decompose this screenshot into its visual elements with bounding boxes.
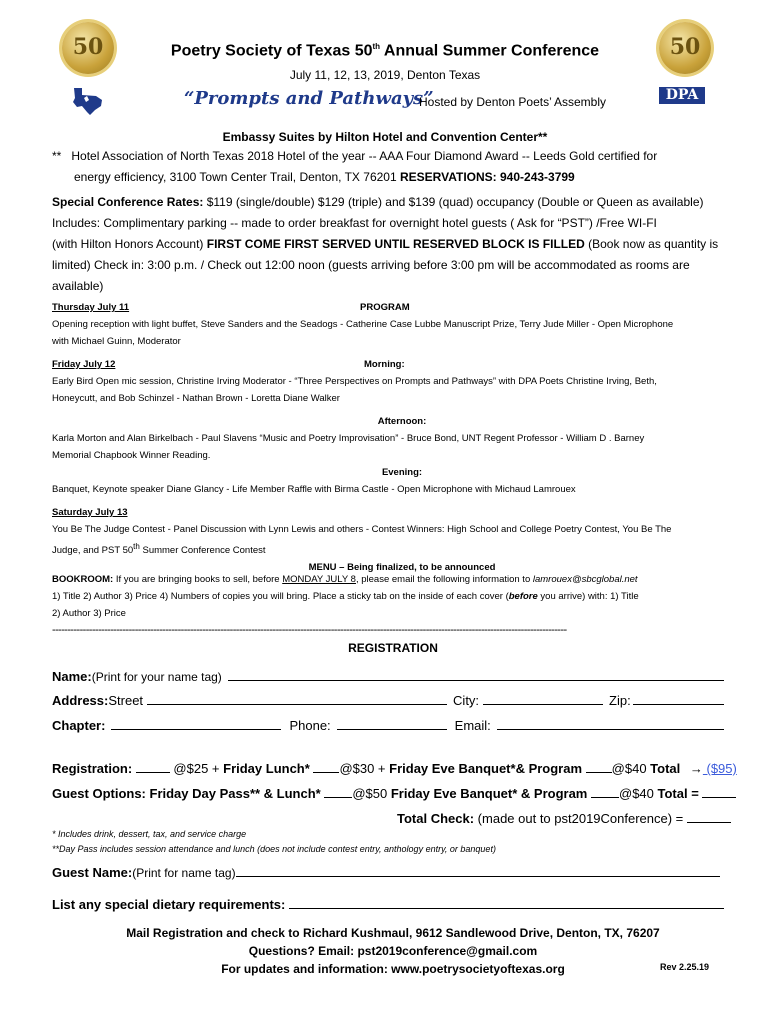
guest-total-field[interactable] (702, 785, 736, 798)
registration-row: Registration: @$25 + Friday Lunch* @$30 + Friday Eve Banquet*& Program @$40 Total → ($95) (52, 761, 737, 776)
arrow-right-icon: → (689, 761, 703, 776)
bookroom-email[interactable]: lamrouex@sbcglobal.net (532, 574, 638, 585)
dietary-row: List any special dietary requirements: (52, 896, 724, 912)
conference-theme: “Prompts and Pathways” (184, 88, 434, 109)
chapter-field[interactable] (111, 717, 281, 730)
program-section: Thursday July 11 PROGRAM Opening reception with light buffet, Steve Sanders and the Seadogs - Catherine Case Lubbe Manuscript Prize, Terry Jude Miller - Open Microphone with Michael Guinn, Moderator Friday July 12 Morning: Early Bird Open mic session, Christine Irving Moderator - “Three Perspectives on Prompts and Pathways” with DPA Poets Christine Irving, Beth, Honeycutt, and Bob Schinzel - Nathan Brown - Loretta Diane Walker Afternoon: Karla Morton and Alan Birkelbach - Paul Slavens “Music and Poetry Improvisation” - Bruce Bond, UNT Regent Professor - William D . Barney Memorial Chapbook Winner Reading. Evening: Banquet, Keynote speaker Diane Glancy - Life Member Raffle with Birma Castle - Open Microphone with Michaud Lamrouex Saturday July 13 You Be The Judge Contest - Panel Discussion with Lynn Lewis and others - Contest Winners: High School and College Poetry Contest, You Be The Judge, and PST 50th Summer Conference Contest MENU – Being finalized, to be announced (52, 299, 752, 576)
revision-label: Rev 2.25.19 (660, 962, 710, 972)
hosted-by: Hosted by Denton Poets’ Assembly (419, 95, 606, 109)
dpa-logo: DPA (659, 87, 705, 104)
evening-heading: Evening: (381, 467, 423, 478)
lunch-qty-field[interactable] (313, 760, 339, 773)
address-row: Address: Street City: Zip: (52, 692, 724, 708)
street-field[interactable] (147, 692, 447, 705)
guest-banquet-qty-field[interactable] (591, 785, 619, 798)
friday-heading: Friday July 12 (52, 359, 116, 370)
dietary-field[interactable] (289, 896, 724, 909)
email-field[interactable] (497, 717, 724, 730)
city-field[interactable] (483, 692, 603, 705)
menu-note: MENU – Being finalized, to be announced (308, 562, 496, 574)
bookroom-section: BOOKROOM: If you are bringing books to sell, before MONDAY JULY 8, please email the following information to lamrouex@sbcglobal.net 1) Title 2) Author 3) Price 4) Numbers of copies you will bring. Place a sticky tab on the inside of each cover (before you arrive) with: 1) Title 2) Author 3) Price (52, 574, 639, 619)
saturday-heading: Saturday July 13 (52, 507, 128, 518)
conference-dates: July 11, 12, 13, 2019, Denton Texas (289, 68, 481, 82)
name-field[interactable] (228, 668, 724, 681)
total-check-field[interactable] (687, 810, 731, 823)
guest-name-row: Guest Name: (Print for name tag) (52, 864, 720, 880)
program-qty-field[interactable] (586, 760, 612, 773)
page-title: Poetry Society of Texas 50th Annual Summer Conference (170, 42, 600, 60)
hotel-note: ** Hotel Association of North Texas 2018 Hotel of the year -- AAA Four Diamond Award -- Leeds Gold certified for energy efficiency, 3100 Town Center Trail, Denton, TX 76201 RESERVATIONS: 940-243-3799 (52, 149, 658, 184)
program-heading: PROGRAM (360, 302, 410, 313)
guest-pass-qty-field[interactable] (324, 785, 352, 798)
total-check-row: Total Check: (made out to pst2019Conference) = (397, 810, 731, 826)
rates-section: Special Conference Rates: $119 (single/double) $129 (triple) and $139 (quad) occupancy (Double or Queen as available) Includes: Complimentary parking -- made to order breakfast for overnight hotel guests ( Ask for “PST”) /Free WI-FI (with Hilton Honors Account) FIRST COME FIRST SERVED UNTIL RESERVED BLOCK IS FILLED (Book now as quantity is limited) Check in: 3:00 p.m. / Check out 12:00 noon (guests arriving before 3:00 pm will be accommodated as rooms are available) (52, 195, 719, 293)
reservations-phone: RESERVATIONS: 940-243-3799 (399, 170, 575, 184)
section-divider: ------------------------------------------------------------------------------------------------------------------------------------------------------------------------ (52, 624, 567, 636)
footnotes: * Includes drink, dessert, tax, and service charge **Day Pass includes session attendance and lunch (does not include contest entry, anthology entry, or banquet) (52, 829, 496, 854)
thursday-heading: Thursday July 11 (52, 302, 130, 313)
registration-total-value: ($95) (702, 761, 737, 776)
anniversary-medal-right: 50 (659, 22, 711, 74)
guest-name-field[interactable] (236, 864, 720, 877)
note-mark: ** (52, 149, 62, 163)
hotel-name: Embassy Suites by Hilton Hotel and Convention Center** (222, 130, 548, 144)
footer-contact: Mail Registration and check to Richard Kushmaul, 9612 Sandlewood Drive, Denton, TX, 76207 Questions? Email: pst2019conference@gmail.com For updates and information: www.poetrysocietyoftexas.org (126, 926, 660, 976)
phone-field[interactable] (337, 717, 447, 730)
anniversary-medal-left: 50 (62, 22, 114, 74)
chapter-row: Chapter: Phone: Email: (52, 717, 724, 733)
registration-title: REGISTRATION (348, 641, 438, 655)
registration-qty-field[interactable] (136, 760, 170, 773)
morning-heading: Morning: (364, 359, 405, 370)
afternoon-heading: Afternoon: (377, 416, 427, 427)
texas-map-icon (70, 86, 104, 116)
name-row: Name: (Print for your name tag) (52, 668, 724, 684)
guest-options-row: Guest Options: Friday Day Pass** & Lunch* @$50 Friday Eve Banquet* & Program @$40 Total = (52, 785, 752, 801)
zip-field[interactable] (633, 692, 724, 705)
